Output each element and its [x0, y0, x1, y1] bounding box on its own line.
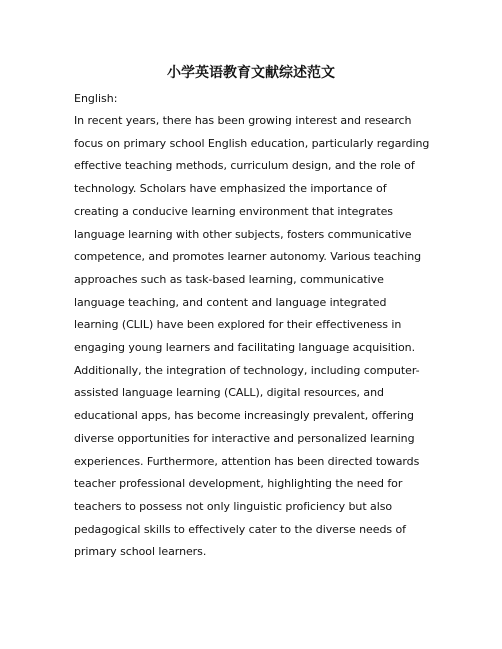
- document-title: 小学英语教育文献综述范文: [167, 65, 335, 81]
- section-label: English:: [74, 92, 118, 105]
- body-paragraph: In recent years, there has been growing interest and research focus on primary school English education, particularly regarding effective teaching methods, curriculum design, and the role of technology. Scholars have emphasized the importance of creating a conducive learning environment that integrates language learning with other subjects, fosters communicative competence, and promotes learner autonomy. Various teaching approaches such as task-based learning, communicative language teaching, and content and language integrated learning (CLIL) have been explored for their effectiveness in engaging young learners and facilitating language acquisition. Additionally, the integration of technology, including computer-assisted language learning (CALL), digital resources, and educational apps, has become increasingly prevalent, offering diverse opportunities for interactive and personalized learning experiences. Furthermore, attention has been directed towards teacher professional development, highlighting the need for teachers to possess not only linguistic proficiency but also pedagogical skills to effectively cater to the diverse needs of primary school learners.: [74, 114, 430, 559]
